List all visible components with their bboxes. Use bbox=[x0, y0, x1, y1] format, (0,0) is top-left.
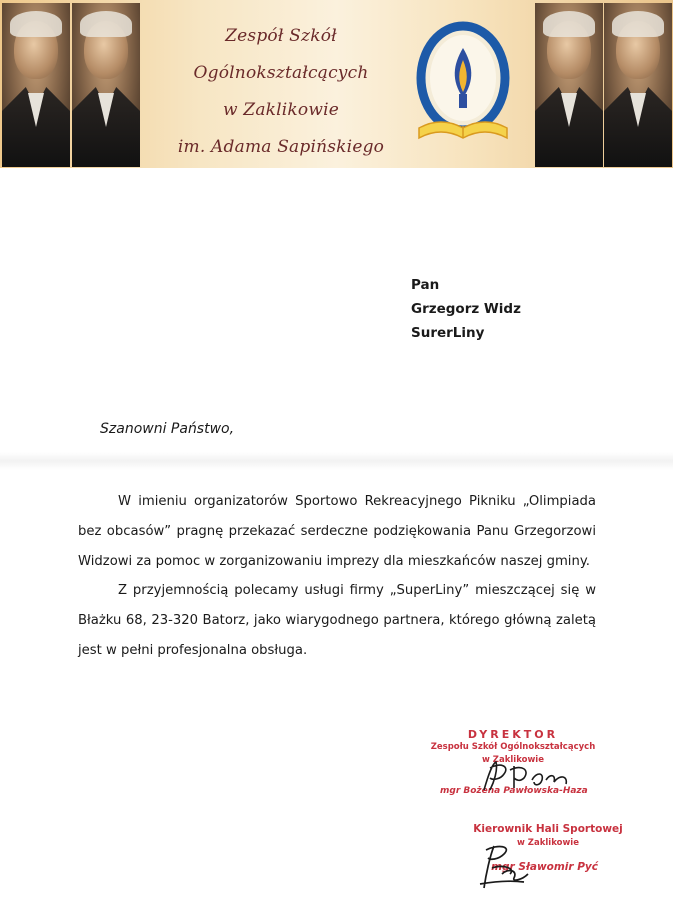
school-name bbox=[150, 18, 412, 166]
patron-portrait bbox=[72, 3, 140, 167]
addressee-block bbox=[411, 273, 521, 345]
salutation: Szanowni Państwo, bbox=[100, 421, 235, 437]
stamp-title: DYREKTOR bbox=[467, 728, 559, 741]
stamp-title: Kierownik Hali Sportowej bbox=[473, 823, 623, 835]
patron-portrait bbox=[2, 3, 70, 167]
patron-portrait bbox=[604, 3, 672, 167]
addressee-line: Pan bbox=[411, 277, 440, 293]
paper-fold bbox=[0, 452, 673, 470]
letterhead bbox=[0, 0, 673, 168]
body-paragraph: W imieniu organizatorów Sportowo Rekreacyjnego Pikniku „Olimpiada bez obcasów” pragnę przekazać serdeczne podziękowania Panu Grzegorzowi Widzowi za pomoc w zorganizowaniu imprezy dla mieszkańców naszej gminy. bbox=[78, 494, 596, 569]
stamp-line: w Zaklikowie bbox=[482, 755, 544, 765]
body-paragraph: Z przyjemnością polecamy usługi firmy „SuperLiny” mieszczącej się w Błażku 68, 23-320 Batorz, jako wiarygodnego partnera, którego główną zaletą jest w pełni profesjonalna obsługa. bbox=[78, 583, 596, 658]
addressee-line: Grzegorz Widz bbox=[411, 301, 521, 317]
school-name-line: w Zaklikowie bbox=[222, 100, 340, 120]
addressee-line: SurerLiny bbox=[411, 325, 485, 341]
hall-manager-signature bbox=[472, 838, 542, 896]
stamp-line: w Zaklikowie bbox=[517, 838, 579, 848]
stamp-name: mgr Sławomir Pyć bbox=[491, 861, 598, 873]
stamp-name: mgr Bożena Pawłowska-Haza bbox=[440, 786, 588, 796]
director-signature bbox=[470, 756, 580, 796]
stamp-line: Zespołu Szkół Ogólnokształcących bbox=[430, 742, 596, 752]
letter-body bbox=[78, 487, 596, 666]
patron-portrait bbox=[535, 3, 603, 167]
school-name-line: im. Adama Sapińskiego bbox=[177, 137, 385, 157]
school-name-line: Zespół Szkół Ogólnokształcących bbox=[193, 26, 369, 83]
school-logo bbox=[413, 20, 513, 150]
